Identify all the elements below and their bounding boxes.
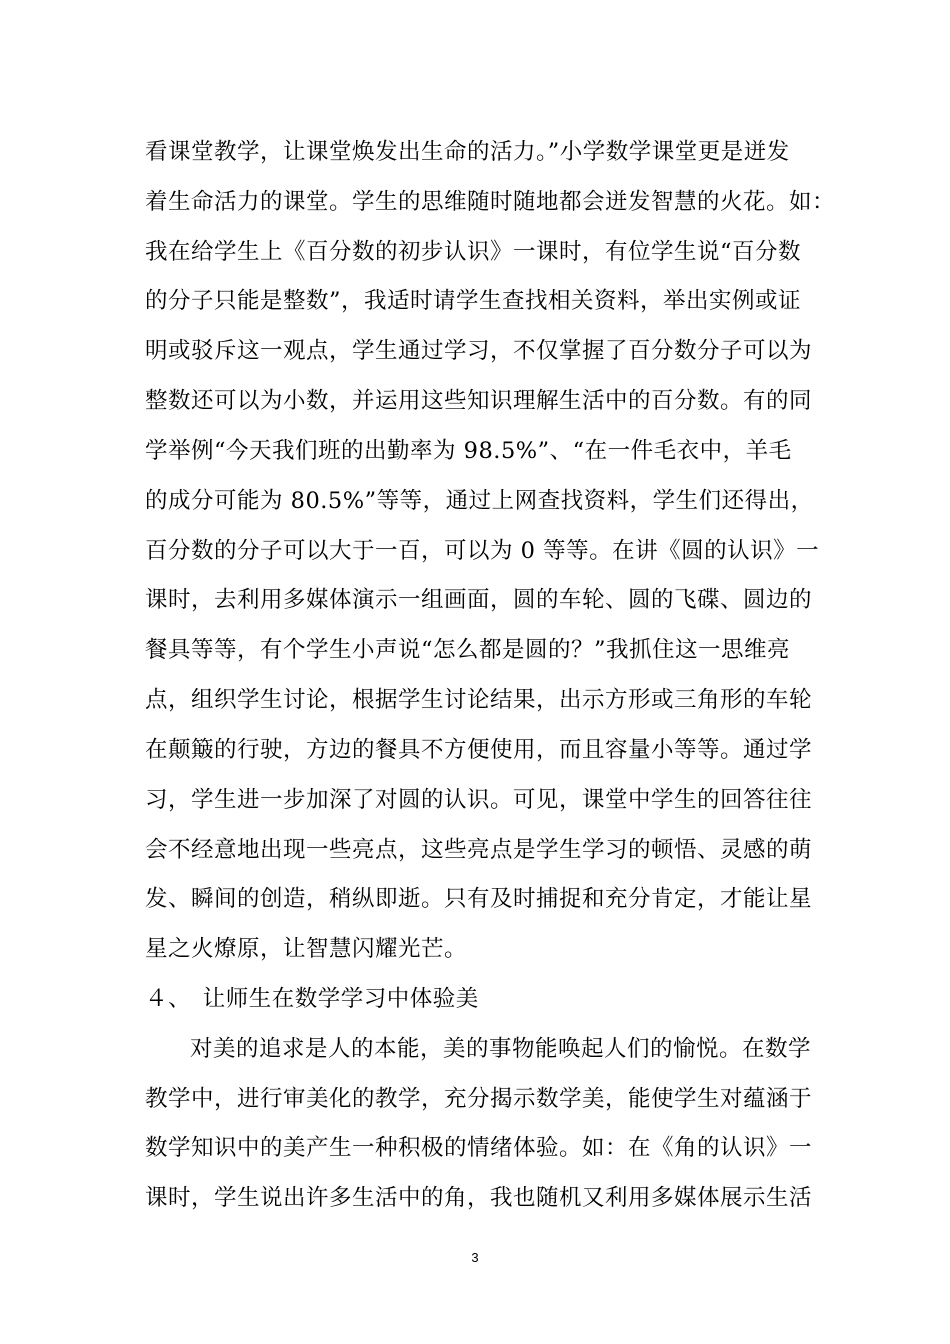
paragraph-line: 学举例“今天我们班的出勤率为 98.5%”、“在一件毛衣中，羊毛	[145, 438, 792, 464]
paragraph-line: 着生命活力的课堂。学生的思维随时随地都会迸发智慧的火花。如：	[145, 189, 836, 215]
paragraph-line: 的分子只能是整数”，我适时请学生查找相关资料，举出实例或证	[145, 288, 802, 314]
paragraph-line: 数学知识中的美产生一种积极的情绪体验。如：在《角的认识》一	[145, 1135, 813, 1161]
paragraph-line: 会不经意地出现一些亮点，这些亮点是学生学习的顿悟、灵感的萌	[145, 837, 813, 863]
paragraph-line: 我在给学生上《百分数的初步认识》一课时，有位学生说“百分数	[145, 239, 802, 265]
page-number: 3	[471, 1250, 479, 1265]
paragraph-line: 看课堂教学，让课堂焕发出生命的活力。”小学数学课堂更是迸发	[145, 139, 790, 165]
paragraph-line: 的成分可能为 80.5%”等等，通过上网查找资料，学生们还得出，	[145, 488, 814, 514]
paragraph-line: 发、瞬间的创造，稍纵即逝。只有及时捕捉和充分肯定，才能让星	[145, 886, 813, 912]
paragraph-line: 明或驳斥这一观点，学生通过学习，不仅掌握了百分数分子可以为	[145, 338, 813, 364]
paragraph-line: 点，组织学生讨论，根据学生讨论结果，出示方形或三角形的车轮	[145, 687, 813, 713]
paragraph-line: 习，学生进一步加深了对圆的认识。可见，课堂中学生的回答往往	[145, 787, 813, 813]
paragraph-line: 星之火燎原，让智慧闪耀光芒。	[145, 936, 468, 962]
paragraph-line: 在颠簸的行驶，方边的餐具不方便使用，而且容量小等等。通过学	[145, 737, 813, 763]
paragraph-line: 课时，去利用多媒体演示一组画面，圆的车轮、圆的飞碟、圆边的	[145, 587, 813, 613]
paragraph-line: 教学中，进行审美化的教学，充分揭示数学美，能使学生对蕴涵于	[145, 1086, 813, 1112]
paragraph-line: 餐具等等，有个学生小声说“怎么都是圆的？”我抓住这一思维亮	[145, 637, 791, 663]
paragraph-line: 百分数的分子可以大于一百，可以为 0 等等。在讲《圆的认识》一	[145, 538, 820, 564]
paragraph-line: 整数还可以为小数，并运用这些知识理解生活中的百分数。有的同	[145, 388, 813, 414]
paragraph-line: 课时，学生说出许多生活中的角，我也随机又利用多媒体展示生活	[145, 1185, 813, 1211]
section-heading: ４、 让师生在数学学习中体验美	[145, 986, 479, 1012]
paragraph-line: 对美的追求是人的本能，美的事物能唤起人们的愉悦。在数学	[190, 1036, 812, 1062]
